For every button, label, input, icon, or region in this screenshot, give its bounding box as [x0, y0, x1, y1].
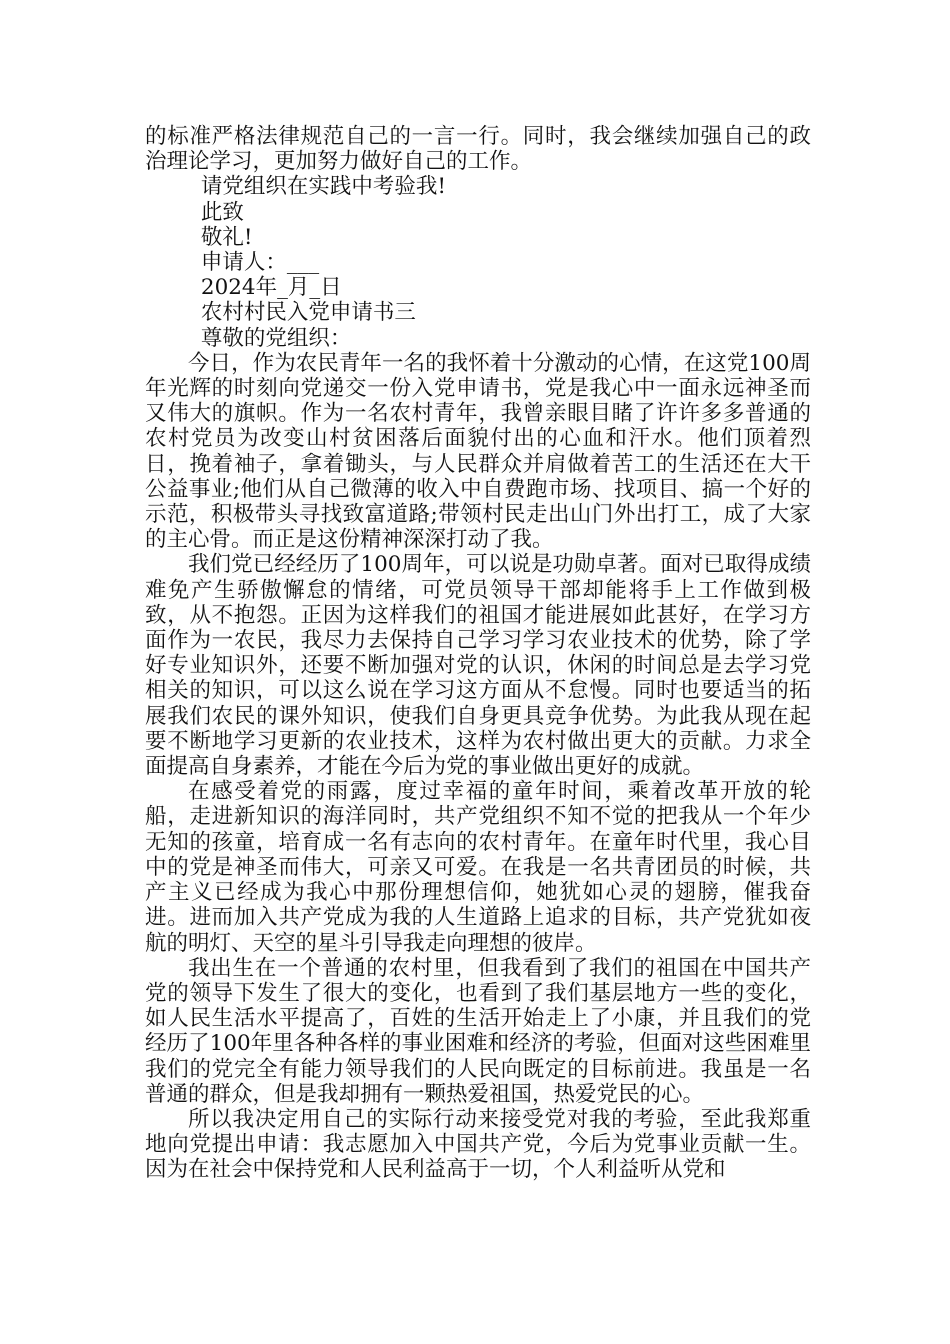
applicant-line: 申请人：___	[200, 250, 320, 276]
greeting: 尊敬的党组织：	[200, 325, 352, 351]
document-page	[145, 124, 811, 1183]
body-paragraph-4: 我出生在一个普通的农村里，但我看到了我们的祖国在中国共产党的领导下发生了很大的变化，也看到了我们基层地方一些的变化，如人民生活水平提高了，百姓的生活开始走上了小康，并且我们的党经历了100年里各种各样的事业困难和经济的考验，但面对这些困难里我们的党完全有能力领导我们的人民向既定的目标前进。我虽是一名普通的群众，但是我却拥有一颗热爱祖国，热爱党民的心。	[145, 955, 811, 1107]
lead-paragraph: 的标准严格法律规范自己的一言一行。同时，我会继续加强自己的政治理论学习，更加努力做好自己的工作。	[145, 124, 811, 175]
date-line: 2024年_月_日	[200, 275, 342, 301]
body-paragraph-5: 所以我决定用自己的实际行动来接受党对我的考验，至此我郑重地向党提出申请：我志愿加入中国共产党，今后为党事业贡献一生。因为在社会中保持党和人民利益高于一切，个人利益听从党和	[145, 1106, 811, 1183]
body-paragraph-2: 我们党已经经历了100周年，可以说是功勋卓著。面对已取得成绩难免产生骄傲懈怠的情绪，可党员领导干部却能将手上工作做到极致，从不抱怨。正因为这样我们的祖国才能进展如此甚好，在学习方面作为一农民，我尽力去保持自己学习学习农业技术的优势，除了学好专业知识外，还要不断加强对党的认识，休闲的时间总是去学习党相关的知识，可以这么说在学习这方面从不怠慢。同时也要适当的拓展我们农民的课外知识，使我们自身更具竞争优势。为此我从现在起要不断地学习更新的农业技术，这样为农村做出更大的贡献。力求全面提高自身素养，才能在今后为党的事业做出更好的成就。	[145, 552, 811, 780]
salutation-to: 此致	[200, 199, 244, 225]
body-paragraph-3: 在感受着党的雨露，度过幸福的童年时间，乘着改革开放的轮船，走进新知识的海洋同时，共产党组织不知不觉的把我从一个年少无知的孩童，培育成一名有志向的农村青年。在童年时代里，我心目中的党是神圣而伟大，可亲又可爱。在我是一名共青团员的时候，共产主义已经成为我心中那份理想信仰，她犹如心灵的翅膀，催我奋进。进而加入共产党成为我的人生道路上追求的目标，共产党犹如夜航的明灯、天空的星斗引导我走向理想的彼岸。	[145, 779, 811, 956]
section-title: 农村村民入党申请书三	[200, 300, 416, 326]
body-paragraph-1: 今日，作为农民青年一名的我怀着十分激动的心情，在这党100周年光辉的时刻向党递交一份入党申请书，党是我心中一面永远神圣而又伟大的旗帜。作为一名农村青年，我曾亲眼目睹了许许多多普通的农村党员为改变山村贫困落后面貌付出的心血和汗水。他们顶着烈日，挽着袖子，拿着锄头，与人民群众并肩做着苦工的生活还在大干公益事业;他们从自己微薄的收入中自费跑市场、找项目、搞一个好的示范，积极带头寻找致富道路;带领村民走出山门外出打工，成了大家的主心骨。而正是这份精神深深打动了我。	[145, 350, 811, 553]
salutation-regards: 敬礼!	[200, 224, 253, 250]
closing-request: 请党组织在实践中考验我!	[200, 174, 447, 200]
